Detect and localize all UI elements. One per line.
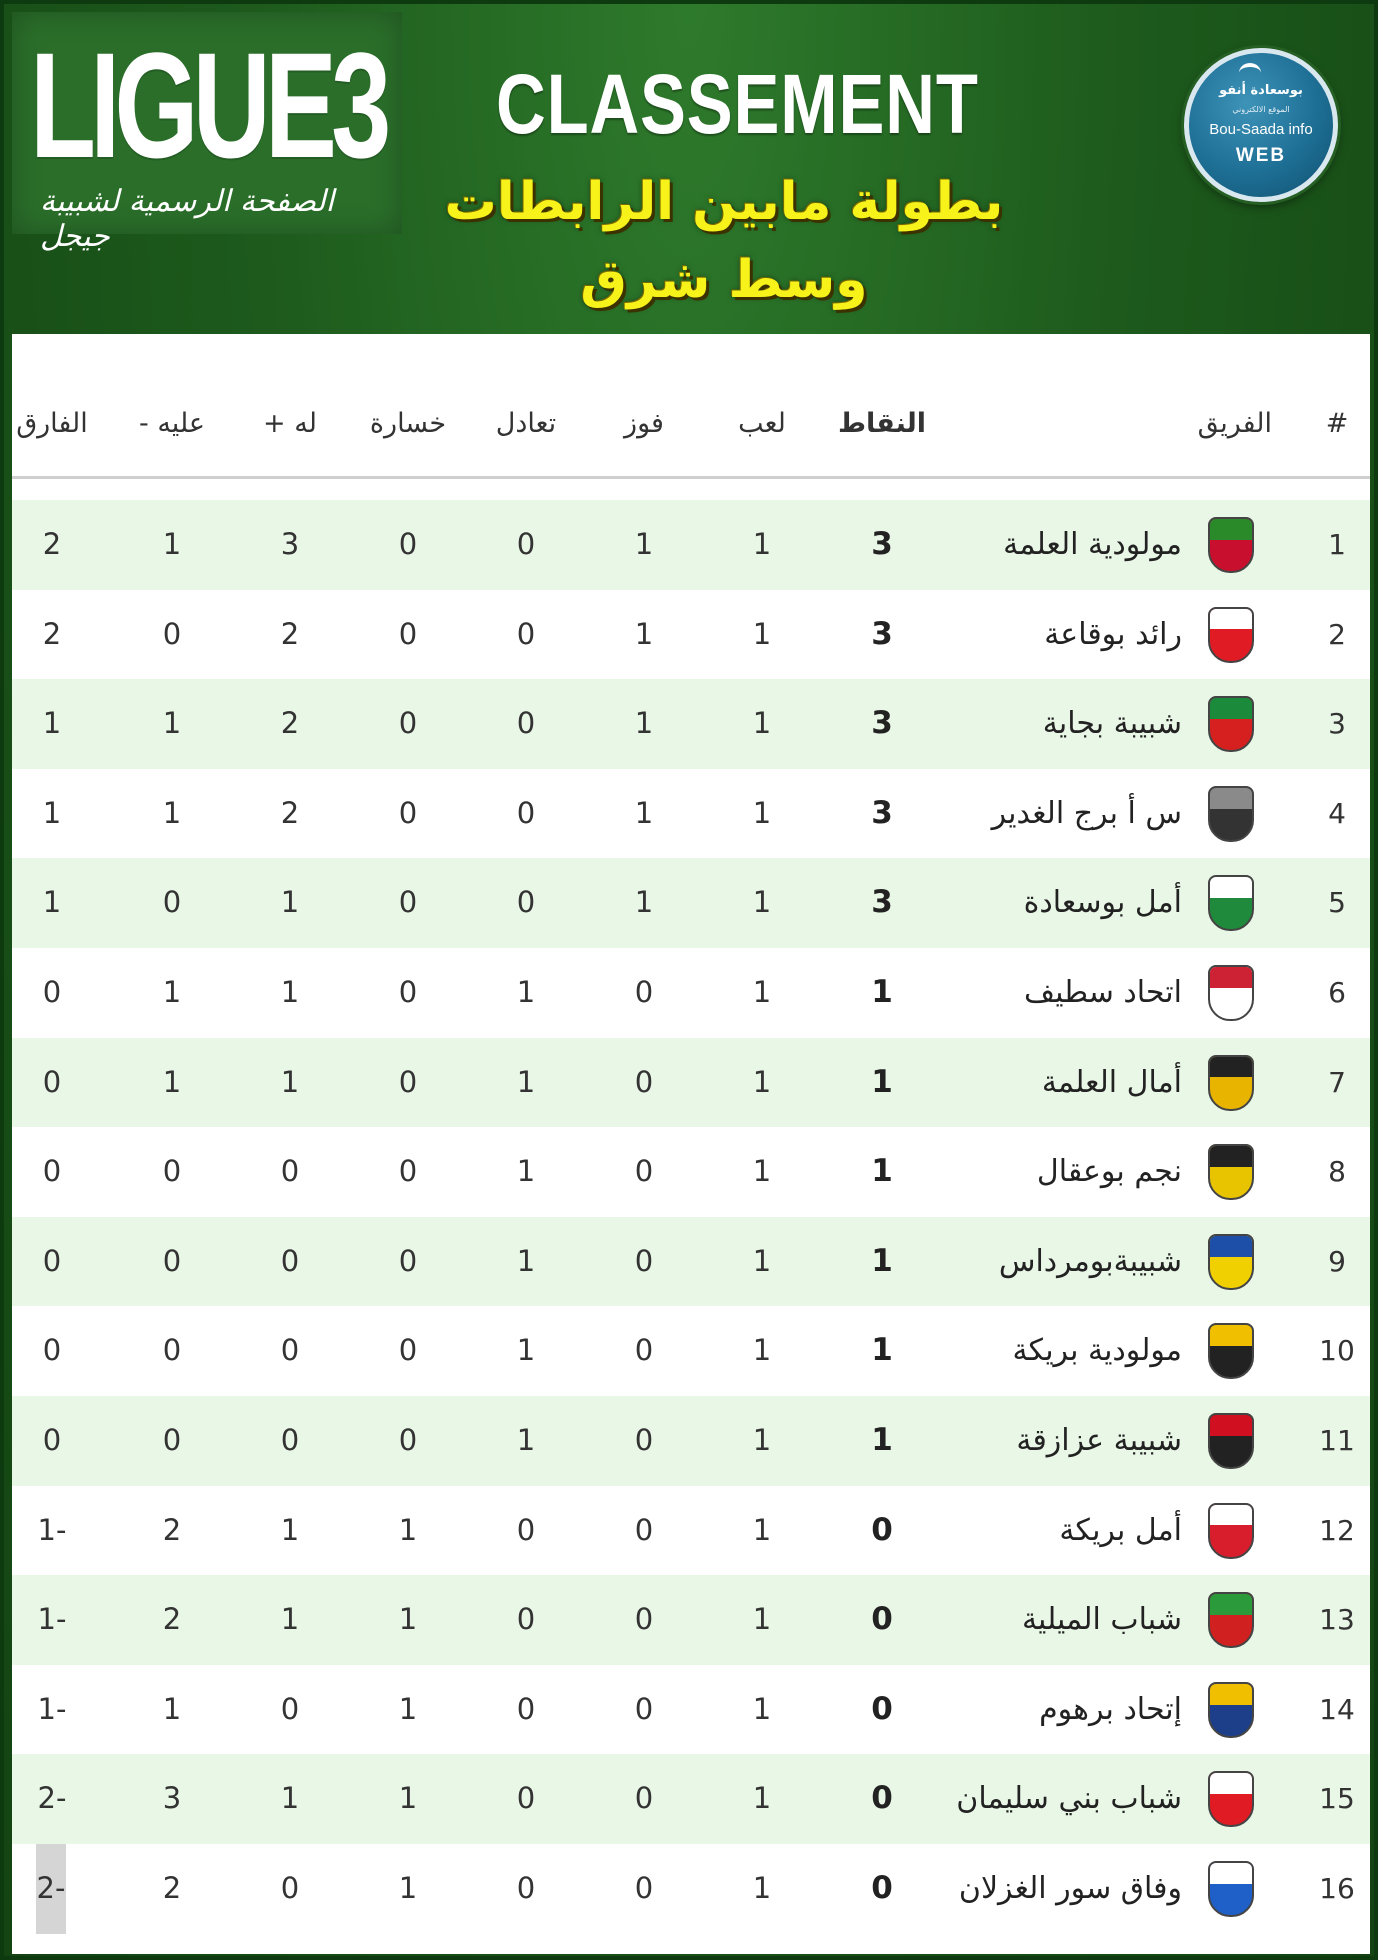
- cell-goals-against: 1: [162, 527, 182, 561]
- cell-won: 1: [634, 706, 654, 741]
- cell-goals-for: 0: [280, 1333, 300, 1368]
- table-row: [12, 858, 1370, 948]
- cell-goals-against: 0: [162, 1154, 182, 1189]
- cell-points: 0: [871, 1601, 893, 1638]
- cell-team-name: اتحاد سطيف: [1024, 975, 1182, 1010]
- cell-won: 0: [634, 1064, 654, 1099]
- cell-points: 1: [871, 1063, 893, 1100]
- cell-goals-for: 0: [280, 1871, 300, 1905]
- team-crest-icon: [1208, 1682, 1254, 1738]
- cell-lost: 0: [398, 706, 418, 741]
- cell-goals-for: 0: [280, 1691, 300, 1726]
- cell-rank: 3: [1328, 707, 1346, 741]
- cell-goals-for: 0: [280, 1423, 300, 1457]
- badge-line3: Bou-Saada info: [1209, 121, 1313, 138]
- cell-team-name: مولودية بريكة: [1012, 1333, 1182, 1369]
- cell-rank: 9: [1328, 1244, 1346, 1278]
- cell-team-name: نجم بوعقال: [1036, 1154, 1182, 1190]
- cell-won: 0: [634, 1333, 654, 1368]
- crest-band: [1210, 1057, 1252, 1078]
- cell-played: 1: [752, 1602, 772, 1637]
- cell-drawn: 0: [516, 1871, 536, 1905]
- team-crest-icon: [1208, 965, 1254, 1021]
- cell-lost: 1: [398, 1691, 418, 1726]
- cell-points: 1: [871, 1242, 893, 1279]
- cell-lost: 0: [398, 616, 418, 651]
- cell-goals-against: 1: [162, 1691, 182, 1726]
- col-goals-against: عليه -: [139, 408, 205, 439]
- cell-won: 1: [634, 795, 654, 830]
- team-crest-icon: [1208, 1503, 1254, 1559]
- cell-played: 1: [752, 1154, 772, 1189]
- team-crest-icon: [1208, 696, 1254, 752]
- cell-lost: 1: [398, 1512, 418, 1547]
- bird-icon: [1239, 63, 1261, 83]
- team-crest-icon: [1208, 875, 1254, 931]
- cell-won: 0: [634, 1243, 654, 1278]
- cell-drawn: 0: [516, 795, 536, 830]
- cell-team-name: وفاق سور الغزلان: [958, 1871, 1182, 1906]
- col-drawn: تعادل: [495, 408, 557, 439]
- table-row: [12, 1038, 1370, 1128]
- cell-goals-for: 1: [280, 1602, 300, 1637]
- table-row: [12, 1665, 1370, 1755]
- cell-won: 0: [634, 975, 654, 1009]
- crest-band: [1210, 788, 1252, 809]
- col-lost: خسارة: [369, 408, 447, 439]
- table-row: [12, 769, 1370, 859]
- cell-lost: 1: [398, 1871, 418, 1905]
- cell-played: 1: [752, 1512, 772, 1547]
- table-row: [12, 1754, 1370, 1844]
- cell-rank: 1: [1328, 528, 1346, 561]
- team-crest-icon: [1208, 1771, 1254, 1827]
- crest-band: [1210, 519, 1252, 540]
- badge-line2: الموقع الالكتروني: [1232, 105, 1290, 114]
- cell-points: 0: [871, 1780, 893, 1817]
- crest-band: [1210, 698, 1252, 719]
- ligue3-logo: [12, 12, 402, 254]
- cell-difference: 1: [42, 885, 62, 920]
- table-row: [12, 1844, 1370, 1934]
- cell-goals-against: 2: [162, 1602, 182, 1637]
- cell-team-name: أمال العلمة: [1041, 1064, 1182, 1100]
- cell-played: 1: [752, 1064, 772, 1099]
- crest-band: [1210, 1236, 1252, 1257]
- badge-line1: بوسعادة أنفو: [1219, 83, 1303, 98]
- cell-goals-against: 1: [162, 975, 182, 1009]
- cell-rank: 8: [1328, 1155, 1346, 1189]
- cell-drawn: 0: [516, 1512, 536, 1547]
- cell-points: 1: [871, 974, 893, 1010]
- cell-difference: 1-: [37, 1602, 67, 1637]
- cell-points: 0: [871, 1870, 893, 1906]
- crest-band: [1210, 1146, 1252, 1167]
- cell-lost: 0: [398, 975, 418, 1009]
- cell-difference: 0: [42, 1423, 62, 1457]
- cell-goals-for: 1: [280, 975, 300, 1009]
- table-row: [12, 679, 1370, 769]
- cell-won: 1: [634, 616, 654, 651]
- cell-goals-against: 1: [162, 795, 182, 830]
- cell-points: 1: [871, 1422, 893, 1458]
- table-row: [12, 590, 1370, 680]
- crest-band: [1210, 1773, 1252, 1794]
- cell-played: 1: [752, 1781, 772, 1816]
- cell-drawn: 0: [516, 1691, 536, 1726]
- logo-subtitle: الصفحة الرسمية لشبيبة جيجل: [40, 184, 334, 254]
- cell-goals-against: 0: [162, 1333, 182, 1368]
- cell-played: 1: [752, 975, 772, 1009]
- cell-played: 1: [752, 1333, 772, 1368]
- cell-lost: 0: [398, 1333, 418, 1368]
- cell-rank: 7: [1328, 1065, 1346, 1099]
- col-won: فوز: [624, 408, 664, 439]
- cell-played: 1: [752, 706, 772, 741]
- table-row: [12, 1127, 1370, 1217]
- bou-saada-info-badge: [1184, 48, 1338, 202]
- cell-played: 1: [752, 527, 772, 561]
- cell-team-name: س أ برج الغدير: [991, 795, 1182, 831]
- cell-drawn: 1: [516, 1423, 536, 1457]
- logo-text: LIGUE3: [30, 21, 386, 189]
- cell-difference: 2: [42, 616, 62, 651]
- cell-difference: 1-: [37, 1512, 67, 1547]
- cell-rank: 15: [1319, 1782, 1355, 1816]
- cell-won: 0: [634, 1602, 654, 1637]
- cell-rank: 6: [1328, 976, 1346, 1009]
- cell-team-name: مولودية العلمة: [1003, 527, 1182, 562]
- cell-goals-for: 1: [280, 1512, 300, 1547]
- standings-table: [12, 334, 1370, 1954]
- cell-won: 0: [634, 1871, 654, 1905]
- team-crest-icon: [1208, 1861, 1254, 1917]
- cell-points: 3: [871, 526, 893, 562]
- badge-line4: WEB: [1235, 145, 1287, 166]
- cell-difference: 0: [42, 1064, 62, 1099]
- crest-band: [1210, 1594, 1252, 1615]
- team-crest-icon: [1208, 786, 1254, 842]
- cell-drawn: 0: [516, 1602, 536, 1637]
- cell-goals-against: 0: [162, 1243, 182, 1278]
- cell-points: 3: [871, 705, 893, 742]
- cell-played: 1: [752, 795, 772, 830]
- table-row: [12, 1396, 1370, 1486]
- cell-goals-against: 2: [162, 1871, 182, 1905]
- cell-goals-for: 2: [280, 706, 300, 741]
- cell-difference: 0: [42, 1333, 62, 1368]
- cell-team-name: شباب بني سليمان: [956, 1781, 1182, 1817]
- cell-drawn: 1: [516, 1154, 536, 1189]
- cell-goals-against: 1: [162, 706, 182, 741]
- cell-played: 1: [752, 1243, 772, 1278]
- cell-rank: 12: [1319, 1513, 1355, 1547]
- cell-goals-against: 0: [162, 885, 182, 920]
- cell-goals-for: 2: [280, 795, 300, 830]
- cell-rank: 2: [1328, 617, 1346, 651]
- cell-rank: 16: [1319, 1872, 1355, 1905]
- cell-goals-for: 0: [280, 1154, 300, 1189]
- cell-drawn: 1: [516, 1064, 536, 1099]
- cell-difference: 0: [42, 975, 62, 1009]
- cell-goals-against: 0: [162, 616, 182, 651]
- cell-drawn: 0: [516, 706, 536, 741]
- cell-difference: 1: [42, 706, 62, 741]
- cell-team-name: شبيبة بجاية: [1042, 706, 1182, 742]
- cell-won: 0: [634, 1154, 654, 1189]
- team-crest-icon: [1208, 1592, 1254, 1648]
- cell-difference: 2-: [37, 1781, 67, 1816]
- cell-goals-for: 3: [280, 527, 300, 561]
- cell-team-name: رائد بوقاعة: [1044, 616, 1182, 652]
- cell-lost: 1: [398, 1781, 418, 1816]
- cell-team-name: إتحاد برهوم: [1039, 1691, 1182, 1727]
- cell-difference: 1-: [37, 1691, 67, 1726]
- cell-points: 3: [871, 615, 893, 652]
- crest-band: [1210, 1505, 1252, 1526]
- crest-band: [1210, 877, 1252, 898]
- table-row: [12, 1575, 1370, 1665]
- cell-rank: 4: [1328, 796, 1346, 830]
- cell-goals-against: 1: [162, 1064, 182, 1099]
- cell-rank: 14: [1319, 1692, 1355, 1726]
- cell-lost: 0: [398, 527, 418, 561]
- cell-goals-against: 3: [162, 1781, 182, 1816]
- table-header: [12, 334, 1370, 479]
- team-crest-icon: [1208, 517, 1254, 573]
- cell-rank: 5: [1328, 886, 1346, 920]
- competition-title: بطولة مابين الرابطات: [444, 172, 1004, 232]
- col-goals-for: له +: [263, 408, 317, 439]
- cell-drawn: 0: [516, 1781, 536, 1816]
- cell-difference: 0: [42, 1243, 62, 1278]
- cell-won: 1: [634, 527, 654, 561]
- cell-points: 3: [871, 794, 893, 831]
- cell-goals-for: 1: [280, 1064, 300, 1099]
- table-row: [12, 1217, 1370, 1307]
- cell-goals-for: 1: [280, 1781, 300, 1816]
- cell-played: 1: [752, 616, 772, 651]
- crest-band: [1210, 1415, 1252, 1436]
- table-row: [12, 500, 1370, 590]
- cell-difference: 2-: [36, 1844, 66, 1934]
- cell-drawn: 1: [516, 1333, 536, 1368]
- cell-drawn: 1: [516, 1243, 536, 1278]
- cell-drawn: 0: [516, 885, 536, 920]
- cell-goals-for: 1: [280, 885, 300, 920]
- cell-points: 0: [871, 1511, 893, 1548]
- cell-lost: 0: [398, 1154, 418, 1189]
- crest-band: [1210, 1684, 1252, 1705]
- cell-played: 1: [752, 1691, 772, 1726]
- cell-team-name: شبيبة عزازقة: [1016, 1423, 1182, 1458]
- team-crest-icon: [1208, 1413, 1254, 1469]
- cell-team-name: أمل بريكة: [1059, 1512, 1182, 1548]
- cell-goals-against: 0: [162, 1423, 182, 1457]
- cell-won: 0: [634, 1781, 654, 1816]
- team-crest-icon: [1208, 1055, 1254, 1111]
- cell-lost: 0: [398, 795, 418, 830]
- cell-goals-for: 2: [280, 616, 300, 651]
- cell-played: 1: [752, 1871, 772, 1905]
- col-played: لعب: [738, 408, 786, 439]
- cell-difference: 0: [42, 1154, 62, 1189]
- cell-played: 1: [752, 1423, 772, 1457]
- cell-goals-for: 0: [280, 1243, 300, 1278]
- team-crest-icon: [1208, 1144, 1254, 1200]
- crest-band: [1210, 609, 1252, 630]
- cell-lost: 1: [398, 1602, 418, 1637]
- cell-difference: 1: [42, 795, 62, 830]
- crest-band: [1210, 1863, 1252, 1884]
- cell-won: 0: [634, 1512, 654, 1547]
- cell-won: 1: [634, 885, 654, 920]
- cell-difference: 2: [42, 527, 62, 561]
- cell-drawn: 0: [516, 616, 536, 651]
- col-difference: الفارق: [16, 408, 88, 439]
- table-row: [12, 948, 1370, 1038]
- col-rank: #: [1325, 408, 1349, 439]
- crest-band: [1210, 967, 1252, 988]
- cell-drawn: 1: [516, 975, 536, 1009]
- cell-rank: 13: [1319, 1603, 1355, 1637]
- cell-lost: 0: [398, 1423, 418, 1457]
- cell-points: 3: [871, 884, 893, 921]
- table-row: [12, 1306, 1370, 1396]
- team-crest-icon: [1208, 1323, 1254, 1379]
- cell-points: 1: [871, 1332, 893, 1369]
- cell-rank: 11: [1319, 1424, 1355, 1457]
- cell-won: 0: [634, 1691, 654, 1726]
- cell-won: 0: [634, 1423, 654, 1457]
- col-team: الفريق: [1197, 408, 1272, 439]
- cell-rank: 10: [1319, 1334, 1355, 1368]
- classement-title: CLASSEMENT: [496, 57, 979, 151]
- table-row: [12, 1486, 1370, 1576]
- team-crest-icon: [1208, 1234, 1254, 1290]
- cell-lost: 0: [398, 1243, 418, 1278]
- cell-team-name: شبيبةبومرداس: [998, 1243, 1182, 1279]
- cell-goals-against: 2: [162, 1512, 182, 1547]
- crest-band: [1210, 1325, 1252, 1346]
- group-title: وسط شرق: [580, 250, 868, 310]
- cell-played: 1: [752, 885, 772, 920]
- cell-lost: 0: [398, 885, 418, 920]
- cell-team-name: شباب الميلية: [1021, 1602, 1182, 1638]
- team-crest-icon: [1208, 607, 1254, 663]
- cell-lost: 0: [398, 1064, 418, 1099]
- cell-team-name: أمل بوسعادة: [1023, 885, 1182, 921]
- cell-drawn: 0: [516, 527, 536, 561]
- col-points: النقاط: [837, 408, 927, 439]
- cell-points: 1: [871, 1153, 893, 1190]
- cell-points: 0: [871, 1690, 893, 1727]
